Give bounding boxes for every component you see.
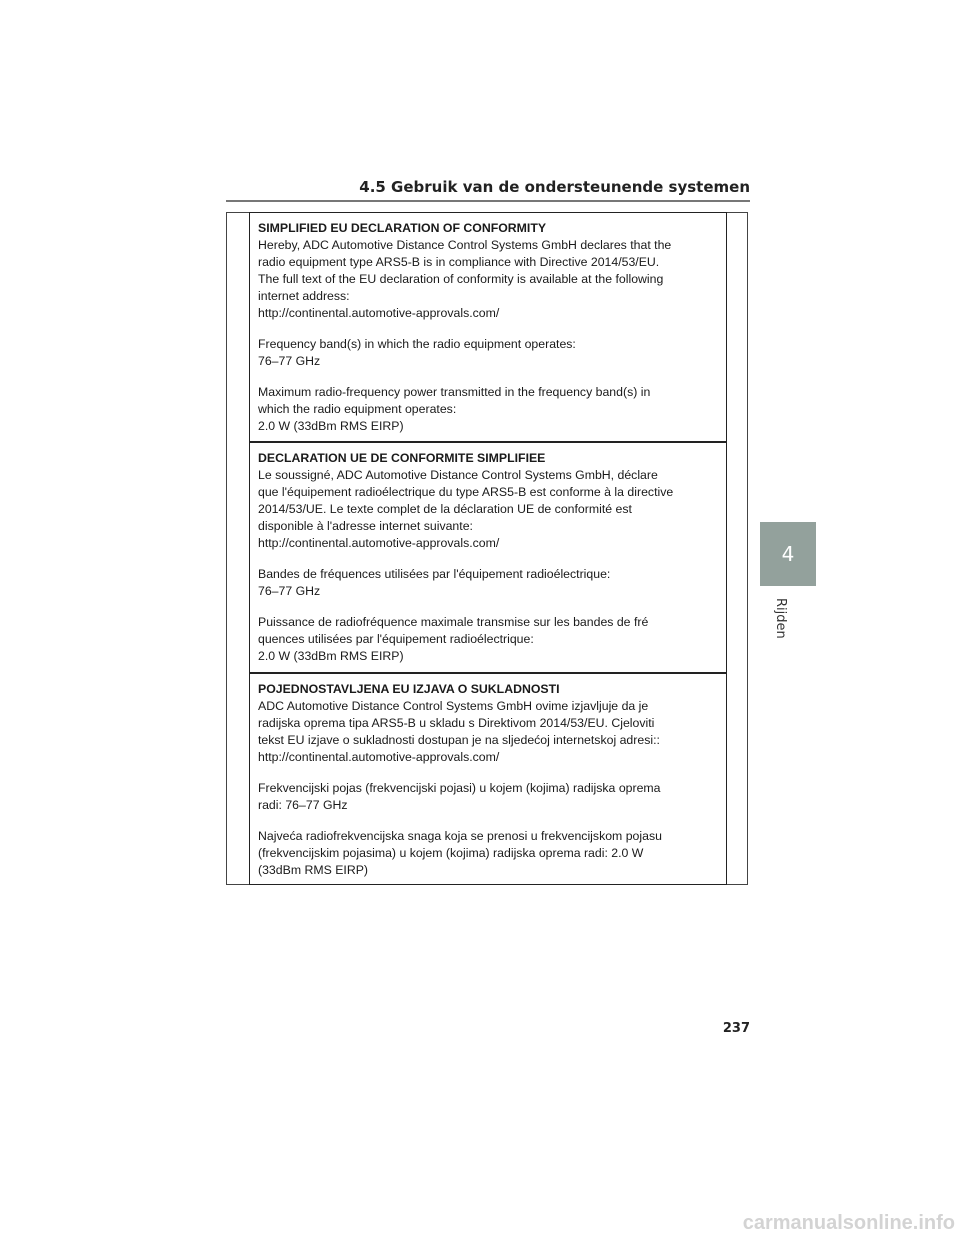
text-line: Puissance de radiofréquence maximale transmise sur les bandes de fré — [258, 615, 649, 629]
declaration-heading: DECLARATION UE DE CONFORMITE SIMPLIFIEE — [258, 451, 546, 465]
header-rule — [226, 200, 750, 202]
text-line: Bandes de fréquences utilisées par l'équipement radioélectrique: — [258, 567, 611, 581]
text-line: http://continental.automotive-approvals.com/ — [258, 306, 500, 320]
declaration-hr — [249, 673, 727, 885]
text-line: Najveća radiofrekvencijska snaga koja se prenosi u frekvencijskom pojasu — [258, 829, 662, 843]
chapter-tab — [760, 522, 816, 586]
declaration-paragraph — [258, 237, 718, 322]
declaration-paragraph — [258, 698, 718, 766]
declaration-paragraph — [258, 828, 718, 879]
declaration-heading: POJEDNOSTAVLJENA EU IZJAVA O SUKLADNOSTI — [258, 682, 560, 696]
text-line: Frequency band(s) in which the radio equipment operates: — [258, 337, 576, 351]
text-line: 2.0 W (33dBm RMS EIRP) — [258, 419, 404, 433]
text-line: Le soussigné, ADC Automotive Distance Control Systems GmbH, déclare — [258, 468, 658, 482]
running-header: 4.5 Gebruik van de ondersteunende systemen — [359, 178, 750, 196]
text-line: 2014/53/UE. Le texte complet de la déclaration UE de conformité est — [258, 502, 632, 516]
text-line: which the radio equipment operates: — [258, 402, 457, 416]
text-line: Frekvencijski pojas (frekvencijski pojasi) u kojem (kojima) radijska oprema — [258, 781, 661, 795]
text-line: 76–77 GHz — [258, 584, 321, 598]
declaration-paragraph — [258, 467, 718, 552]
watermark: carmanualsonline.info — [742, 1212, 955, 1234]
text-line: que l'équipement radioélectrique du type ARS5-B est conforme à la directive — [258, 485, 674, 499]
declaration-en — [249, 212, 727, 442]
text-line: Maximum radio-frequency power transmitted in the frequency band(s) in — [258, 385, 651, 399]
chapter-number: 4 — [781, 542, 795, 566]
chapter-label: Rijden — [773, 598, 788, 639]
declaration-heading: SIMPLIFIED EU DECLARATION OF CONFORMITY — [258, 221, 547, 235]
text-line: (33dBm RMS EIRP) — [258, 863, 369, 877]
text-line: (frekvencijskim pojasima) u kojem (kojima) radijska oprema radi: 2.0 W — [258, 846, 644, 860]
text-line: 2.0 W (33dBm RMS EIRP) — [258, 649, 404, 663]
text-line: ADC Automotive Distance Control Systems GmbH ovime izjavljuje da je — [258, 699, 649, 713]
declaration-paragraph — [258, 614, 718, 665]
text-line: 76–77 GHz — [258, 354, 321, 368]
text-line: tekst EU izjave o sukladnosti dostupan je na sljedećoj internetskoj adresi:: — [258, 733, 660, 747]
page-number: 237 — [722, 1021, 750, 1036]
text-line: radijska oprema tipa ARS5-B u skladu s Direktivom 2014/53/EU. Cjeloviti — [258, 716, 655, 730]
declaration-fr — [249, 442, 727, 673]
declaration-paragraph — [258, 336, 718, 370]
text-line: quences utilisées par l'équipement radioélectrique: — [258, 632, 534, 646]
declaration-paragraph — [258, 780, 718, 814]
text-line: internet address: — [258, 289, 350, 303]
declaration-paragraph — [258, 566, 718, 600]
declaration-paragraph — [258, 384, 718, 435]
text-line: radi: 76–77 GHz — [258, 798, 348, 812]
text-line: disponible à l'adresse internet suivante: — [258, 519, 473, 533]
text-line: Hereby, ADC Automotive Distance Control Systems GmbH declares that the — [258, 238, 672, 252]
text-line: http://continental.automotive-approvals.com/ — [258, 536, 500, 550]
text-line: radio equipment type ARS5-B is in compliance with Directive 2014/53/EU. — [258, 255, 660, 269]
text-line: The full text of the EU declaration of conformity is available at the following — [258, 272, 664, 286]
text-line: http://continental.automotive-approvals.com/ — [258, 750, 500, 764]
